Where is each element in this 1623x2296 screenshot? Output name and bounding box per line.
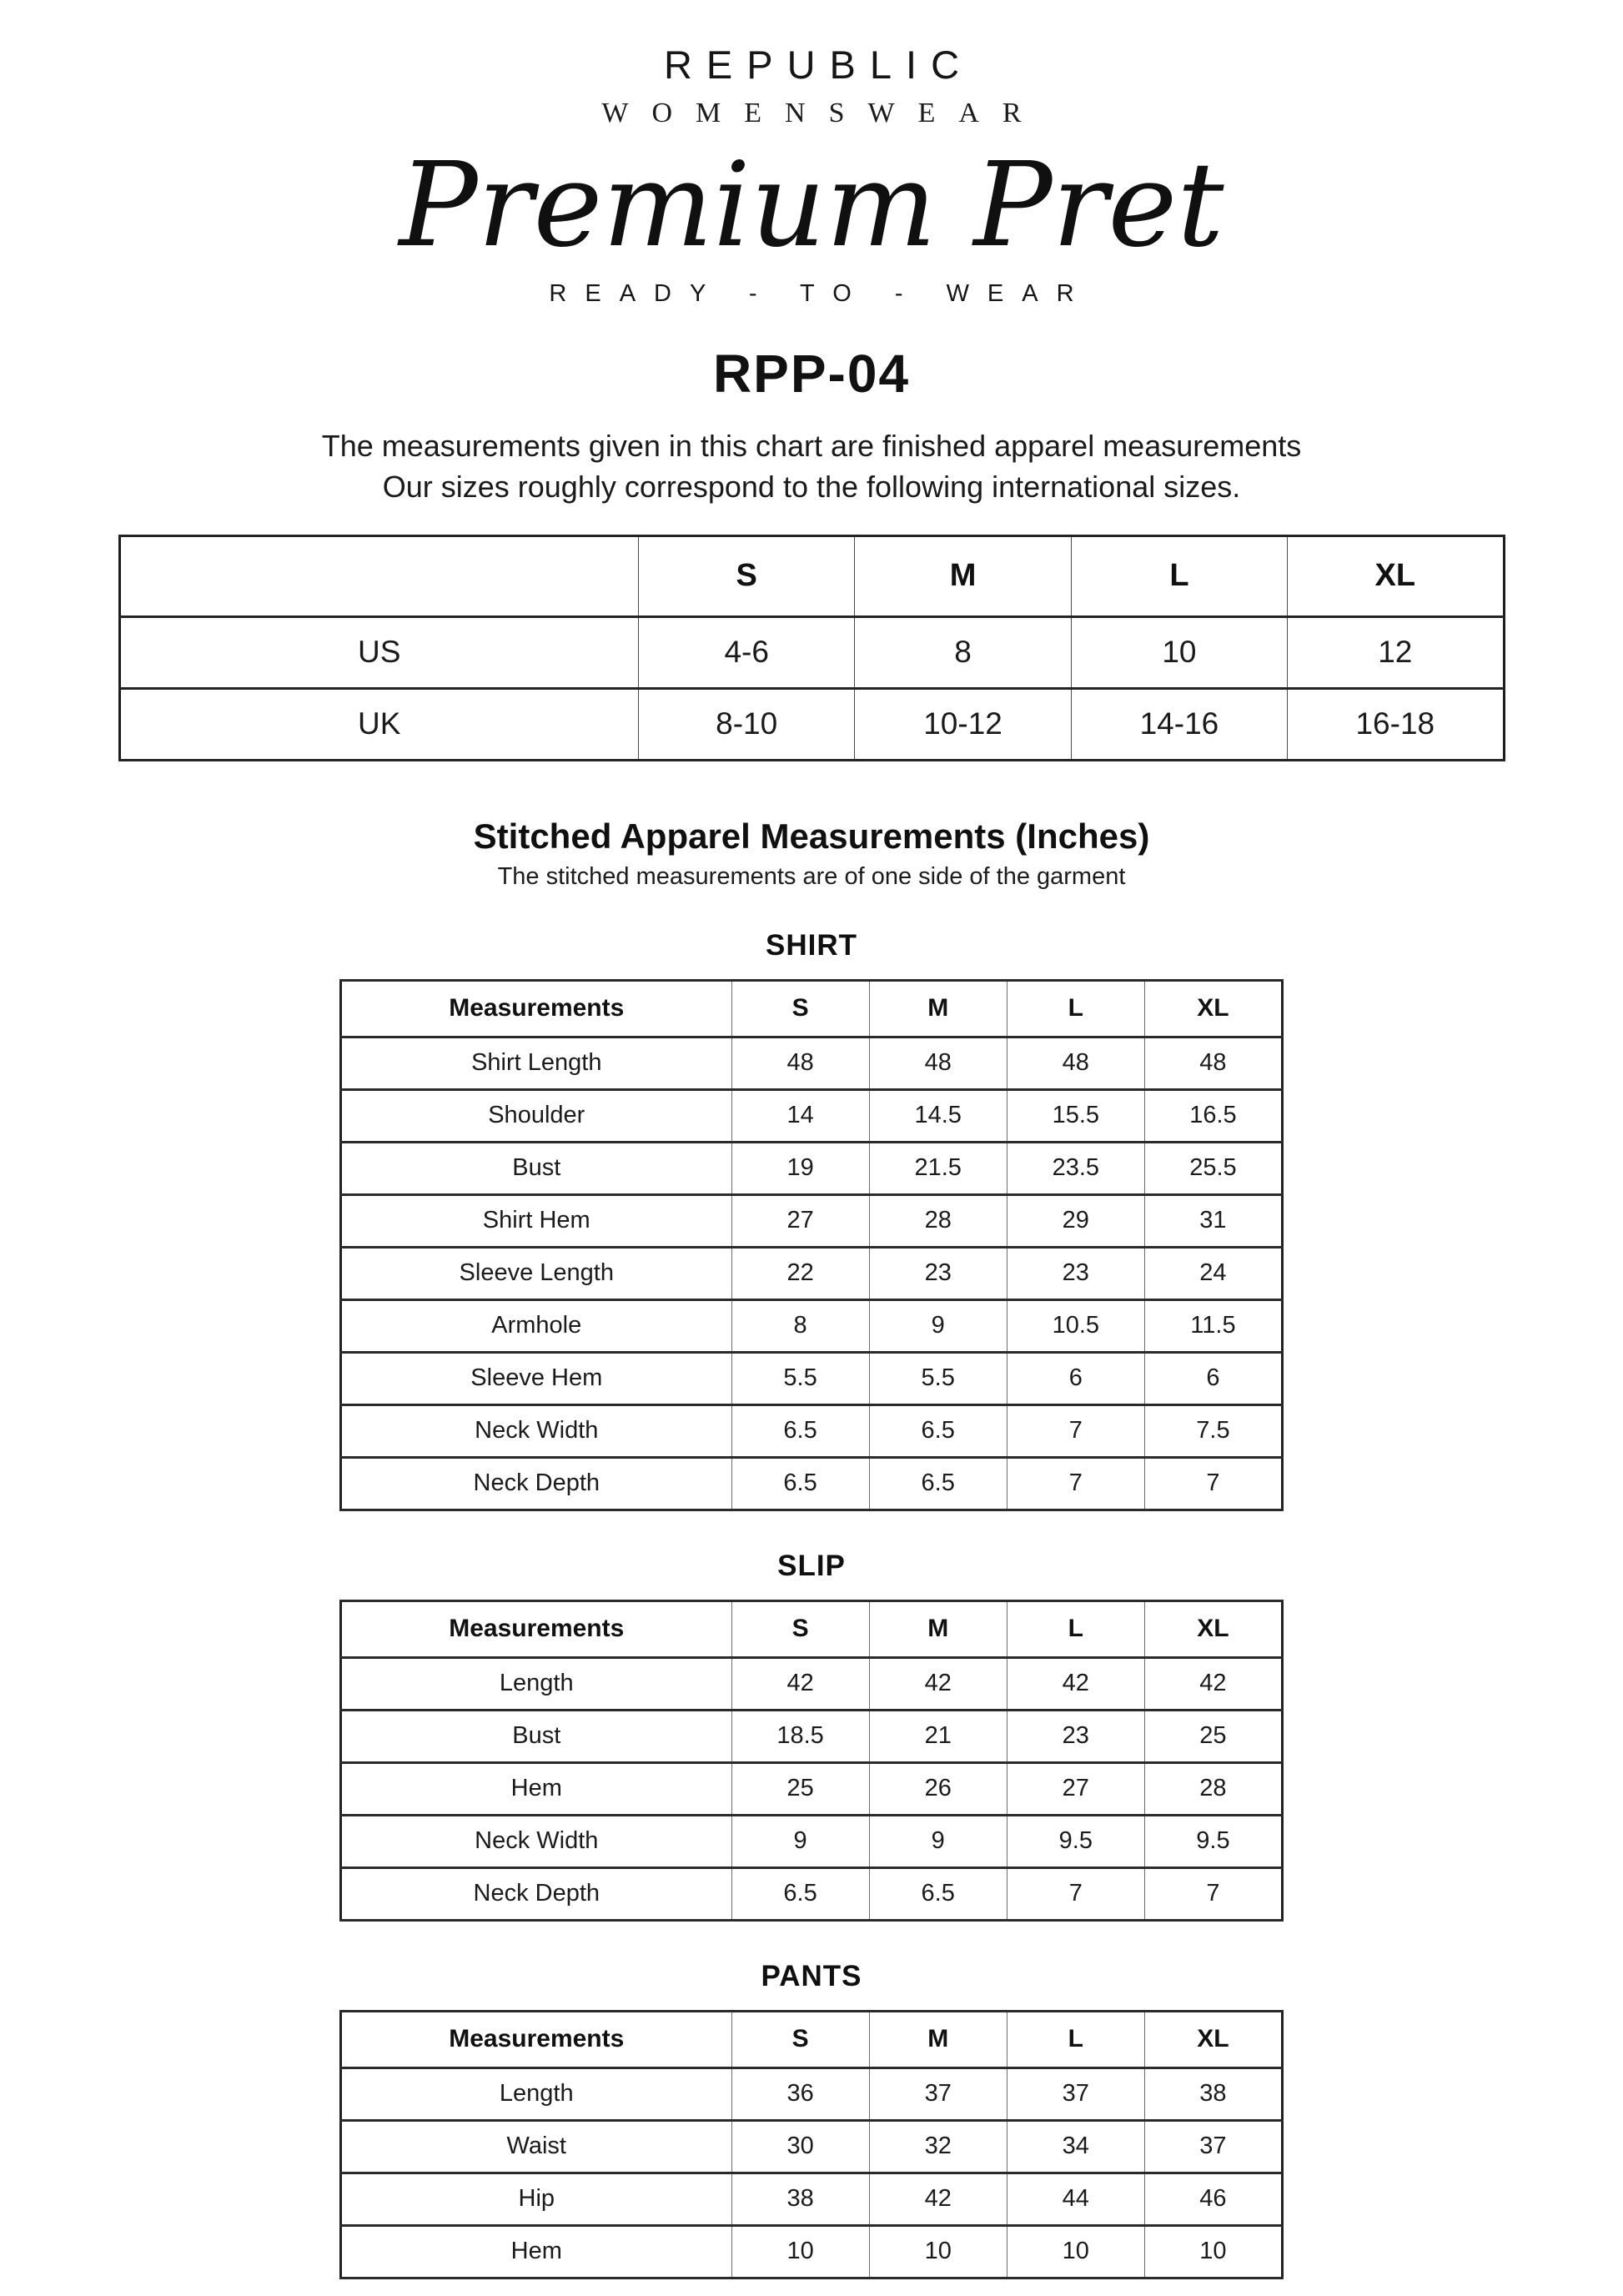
measurement-value: 10.5 bbox=[1007, 1299, 1144, 1352]
measurement-value: 8 bbox=[731, 1299, 869, 1352]
measurement-value: 36 bbox=[731, 2067, 869, 2120]
measurement-value: 48 bbox=[1007, 1037, 1144, 1089]
table-row bbox=[119, 616, 1504, 688]
measurement-value: 14 bbox=[731, 1089, 869, 1142]
measurement-value: 10 bbox=[731, 2225, 869, 2278]
measurement-value: 27 bbox=[731, 1194, 869, 1247]
measurement-value: 42 bbox=[1007, 1657, 1144, 1710]
pants-table-block bbox=[0, 1960, 1623, 2279]
measurement-value: 32 bbox=[869, 2120, 1007, 2173]
table-row bbox=[341, 2173, 1283, 2225]
measurement-label: Neck Width bbox=[341, 1815, 732, 1867]
measurement-value: 7 bbox=[1007, 1404, 1144, 1457]
measurement-value: 15.5 bbox=[1007, 1089, 1144, 1142]
measurement-value: 21.5 bbox=[869, 1142, 1007, 1194]
measurement-label: Hem bbox=[341, 1762, 732, 1815]
measurement-value: 37 bbox=[869, 2067, 1007, 2120]
measurement-value: 23.5 bbox=[1007, 1142, 1144, 1194]
measurement-value: 14.5 bbox=[869, 1089, 1007, 1142]
measurement-label: Sleeve Length bbox=[341, 1247, 732, 1299]
measurement-value: 6.5 bbox=[731, 1404, 869, 1457]
measurement-value: 6.5 bbox=[869, 1457, 1007, 1510]
measurement-value: 6 bbox=[1007, 1352, 1144, 1404]
measurement-value: 23 bbox=[869, 1247, 1007, 1299]
measurement-value: 23 bbox=[1007, 1710, 1144, 1762]
measurement-label: UK bbox=[119, 688, 639, 760]
measurement-value: 7 bbox=[1007, 1457, 1144, 1510]
measurement-label: Hip bbox=[341, 2173, 732, 2225]
slip-measurements-table bbox=[339, 1600, 1284, 1922]
measurement-value: 6.5 bbox=[869, 1867, 1007, 1920]
stitched-measurements-section bbox=[0, 816, 1623, 891]
premium-pret-script-logo: Premium Pret bbox=[399, 138, 1224, 274]
shirt-measurements-table bbox=[339, 979, 1284, 1511]
measurement-value: 37 bbox=[1007, 2067, 1144, 2120]
size-conversion-table bbox=[118, 535, 1505, 761]
measurement-value: 8 bbox=[855, 616, 1071, 688]
measurement-value: 6.5 bbox=[731, 1867, 869, 1920]
measurement-value: 10-12 bbox=[855, 688, 1071, 760]
measurement-value: 25 bbox=[1144, 1710, 1282, 1762]
table-row bbox=[341, 1352, 1283, 1404]
section-title: Stitched Apparel Measurements (Inches) bbox=[473, 816, 1150, 856]
measurement-value: 23 bbox=[1007, 1247, 1144, 1299]
measurement-label: Shirt Length bbox=[341, 1037, 732, 1089]
measurement-label: Shoulder bbox=[341, 1089, 732, 1142]
size-column-header: S bbox=[731, 2011, 869, 2067]
measurement-value: 37 bbox=[1144, 2120, 1282, 2173]
measurement-value: 48 bbox=[1144, 1037, 1282, 1089]
size-column-header: M bbox=[869, 2011, 1007, 2067]
size-column-header: XL bbox=[1144, 2011, 1282, 2067]
measurement-label: Armhole bbox=[341, 1299, 732, 1352]
description-line-2: Our sizes roughly correspond to the following international sizes. bbox=[382, 469, 1241, 504]
measurement-value: 7.5 bbox=[1144, 1404, 1282, 1457]
measurement-value: 8-10 bbox=[639, 688, 855, 760]
row-label-column-header: Measurements bbox=[341, 2011, 732, 2067]
measurement-value: 30 bbox=[731, 2120, 869, 2173]
table-row bbox=[341, 1457, 1283, 1510]
measurement-value: 25 bbox=[731, 1762, 869, 1815]
measurement-value: 19 bbox=[731, 1142, 869, 1194]
measurement-value: 29 bbox=[1007, 1194, 1144, 1247]
measurement-value: 42 bbox=[869, 2173, 1007, 2225]
measurement-value: 44 bbox=[1007, 2173, 1144, 2225]
measurement-value: 27 bbox=[1007, 1762, 1144, 1815]
table-row bbox=[341, 2120, 1283, 2173]
table-row bbox=[341, 1247, 1283, 1299]
table-row bbox=[341, 1762, 1283, 1815]
measurement-value: 7 bbox=[1144, 1457, 1282, 1510]
size-column-header: XL bbox=[1144, 1600, 1282, 1657]
pants-measurements-table bbox=[339, 2010, 1284, 2279]
measurement-value: 28 bbox=[869, 1194, 1007, 1247]
measurement-value: 31 bbox=[1144, 1194, 1282, 1247]
measurement-value: 7 bbox=[1144, 1867, 1282, 1920]
measurement-value: 7 bbox=[1007, 1867, 1144, 1920]
measurement-value: 48 bbox=[869, 1037, 1007, 1089]
size-column-header: L bbox=[1007, 1600, 1144, 1657]
description-line-1: The measurements given in this chart are finished apparel measurements bbox=[321, 429, 1302, 463]
measurement-value: 42 bbox=[869, 1657, 1007, 1710]
table-row bbox=[341, 1142, 1283, 1194]
measurement-value: 21 bbox=[869, 1710, 1007, 1762]
measurement-label: Length bbox=[341, 1657, 732, 1710]
measurement-label: Hem bbox=[341, 2225, 732, 2278]
measurement-label: Length bbox=[341, 2067, 732, 2120]
brand-name: REPUBLIC bbox=[663, 43, 974, 87]
table-row bbox=[341, 1089, 1283, 1142]
header-row bbox=[119, 535, 1504, 616]
measurement-value: 42 bbox=[731, 1657, 869, 1710]
measurement-value: 10 bbox=[1071, 616, 1287, 688]
size-column-header: M bbox=[869, 980, 1007, 1037]
table-row bbox=[341, 1194, 1283, 1247]
measurement-value: 48 bbox=[731, 1037, 869, 1089]
brand-tagline: READY - TO - WEAR bbox=[549, 280, 1093, 307]
row-label-column-header bbox=[119, 535, 639, 616]
measurement-value: 12 bbox=[1288, 616, 1504, 688]
measurement-value: 42 bbox=[1144, 1657, 1282, 1710]
measurement-label: Shirt Hem bbox=[341, 1194, 732, 1247]
header-row bbox=[341, 2011, 1283, 2067]
measurement-value: 14-16 bbox=[1071, 688, 1287, 760]
table-row bbox=[341, 1710, 1283, 1762]
measurement-value: 9 bbox=[869, 1299, 1007, 1352]
brand-division: WOMENSWEAR bbox=[601, 98, 1045, 128]
measurement-value: 26 bbox=[869, 1762, 1007, 1815]
measurement-value: 10 bbox=[1144, 2225, 1282, 2278]
shirt-table-title: SHIRT bbox=[766, 928, 857, 962]
size-column-header: XL bbox=[1144, 980, 1282, 1037]
measurement-value: 9 bbox=[869, 1815, 1007, 1867]
size-column-header: L bbox=[1071, 535, 1287, 616]
table-row bbox=[341, 2225, 1283, 2278]
table-row bbox=[341, 1815, 1283, 1867]
slip-table-block bbox=[0, 1550, 1623, 1922]
measurement-value: 9.5 bbox=[1144, 1815, 1282, 1867]
table-row bbox=[341, 1404, 1283, 1457]
measurement-label: Sleeve Hem bbox=[341, 1352, 732, 1404]
measurement-label: Neck Width bbox=[341, 1404, 732, 1457]
measurement-label: US bbox=[119, 616, 639, 688]
section-subtitle: The stitched measurements are of one side of the garment bbox=[497, 862, 1126, 890]
measurement-value: 18.5 bbox=[731, 1710, 869, 1762]
size-column-header: L bbox=[1007, 980, 1144, 1037]
measurement-label: Neck Depth bbox=[341, 1867, 732, 1920]
measurement-value: 46 bbox=[1144, 2173, 1282, 2225]
measurement-value: 6.5 bbox=[731, 1457, 869, 1510]
pants-table-title: PANTS bbox=[761, 1959, 862, 1992]
measurement-value: 25.5 bbox=[1144, 1142, 1282, 1194]
size-column-header: S bbox=[731, 980, 869, 1037]
row-label-column-header: Measurements bbox=[341, 1600, 732, 1657]
measurement-value: 24 bbox=[1144, 1247, 1282, 1299]
table-row bbox=[341, 1657, 1283, 1710]
measurement-label: Neck Depth bbox=[341, 1457, 732, 1510]
measurement-value: 10 bbox=[869, 2225, 1007, 2278]
table-row bbox=[341, 2067, 1283, 2120]
slip-table-title: SLIP bbox=[777, 1549, 846, 1582]
size-column-header: M bbox=[869, 1600, 1007, 1657]
table-row bbox=[341, 1299, 1283, 1352]
shirt-table-block bbox=[0, 929, 1623, 1511]
measurement-value: 6 bbox=[1144, 1352, 1282, 1404]
measurement-value: 22 bbox=[731, 1247, 869, 1299]
measurement-value: 16.5 bbox=[1144, 1089, 1282, 1142]
measurement-value: 38 bbox=[731, 2173, 869, 2225]
size-column-header: L bbox=[1007, 2011, 1144, 2067]
measurement-value: 16-18 bbox=[1288, 688, 1504, 760]
size-column-header: S bbox=[731, 1600, 869, 1657]
measurement-value: 5.5 bbox=[731, 1352, 869, 1404]
size-column-header: XL bbox=[1288, 535, 1504, 616]
measurement-value: 9 bbox=[731, 1815, 869, 1867]
size-column-header: M bbox=[855, 535, 1071, 616]
measurement-value: 11.5 bbox=[1144, 1299, 1282, 1352]
measurement-value: 34 bbox=[1007, 2120, 1144, 2173]
measurement-value: 28 bbox=[1144, 1762, 1282, 1815]
measurement-value: 6.5 bbox=[869, 1404, 1007, 1457]
measurement-value: 38 bbox=[1144, 2067, 1282, 2120]
header-row bbox=[341, 980, 1283, 1037]
table-row bbox=[341, 1867, 1283, 1920]
measurement-label: Bust bbox=[341, 1710, 732, 1762]
measurement-label: Waist bbox=[341, 2120, 732, 2173]
measurement-label: Bust bbox=[341, 1142, 732, 1194]
table-row bbox=[341, 1037, 1283, 1089]
product-code: RPP-04 bbox=[712, 344, 911, 404]
row-label-column-header: Measurements bbox=[341, 980, 732, 1037]
measurement-value: 9.5 bbox=[1007, 1815, 1144, 1867]
measurement-value: 5.5 bbox=[869, 1352, 1007, 1404]
brand-header bbox=[0, 0, 1623, 508]
measurement-value: 4-6 bbox=[639, 616, 855, 688]
table-row bbox=[119, 688, 1504, 760]
measurement-value: 10 bbox=[1007, 2225, 1144, 2278]
header-row bbox=[341, 1600, 1283, 1657]
size-column-header: S bbox=[639, 535, 855, 616]
